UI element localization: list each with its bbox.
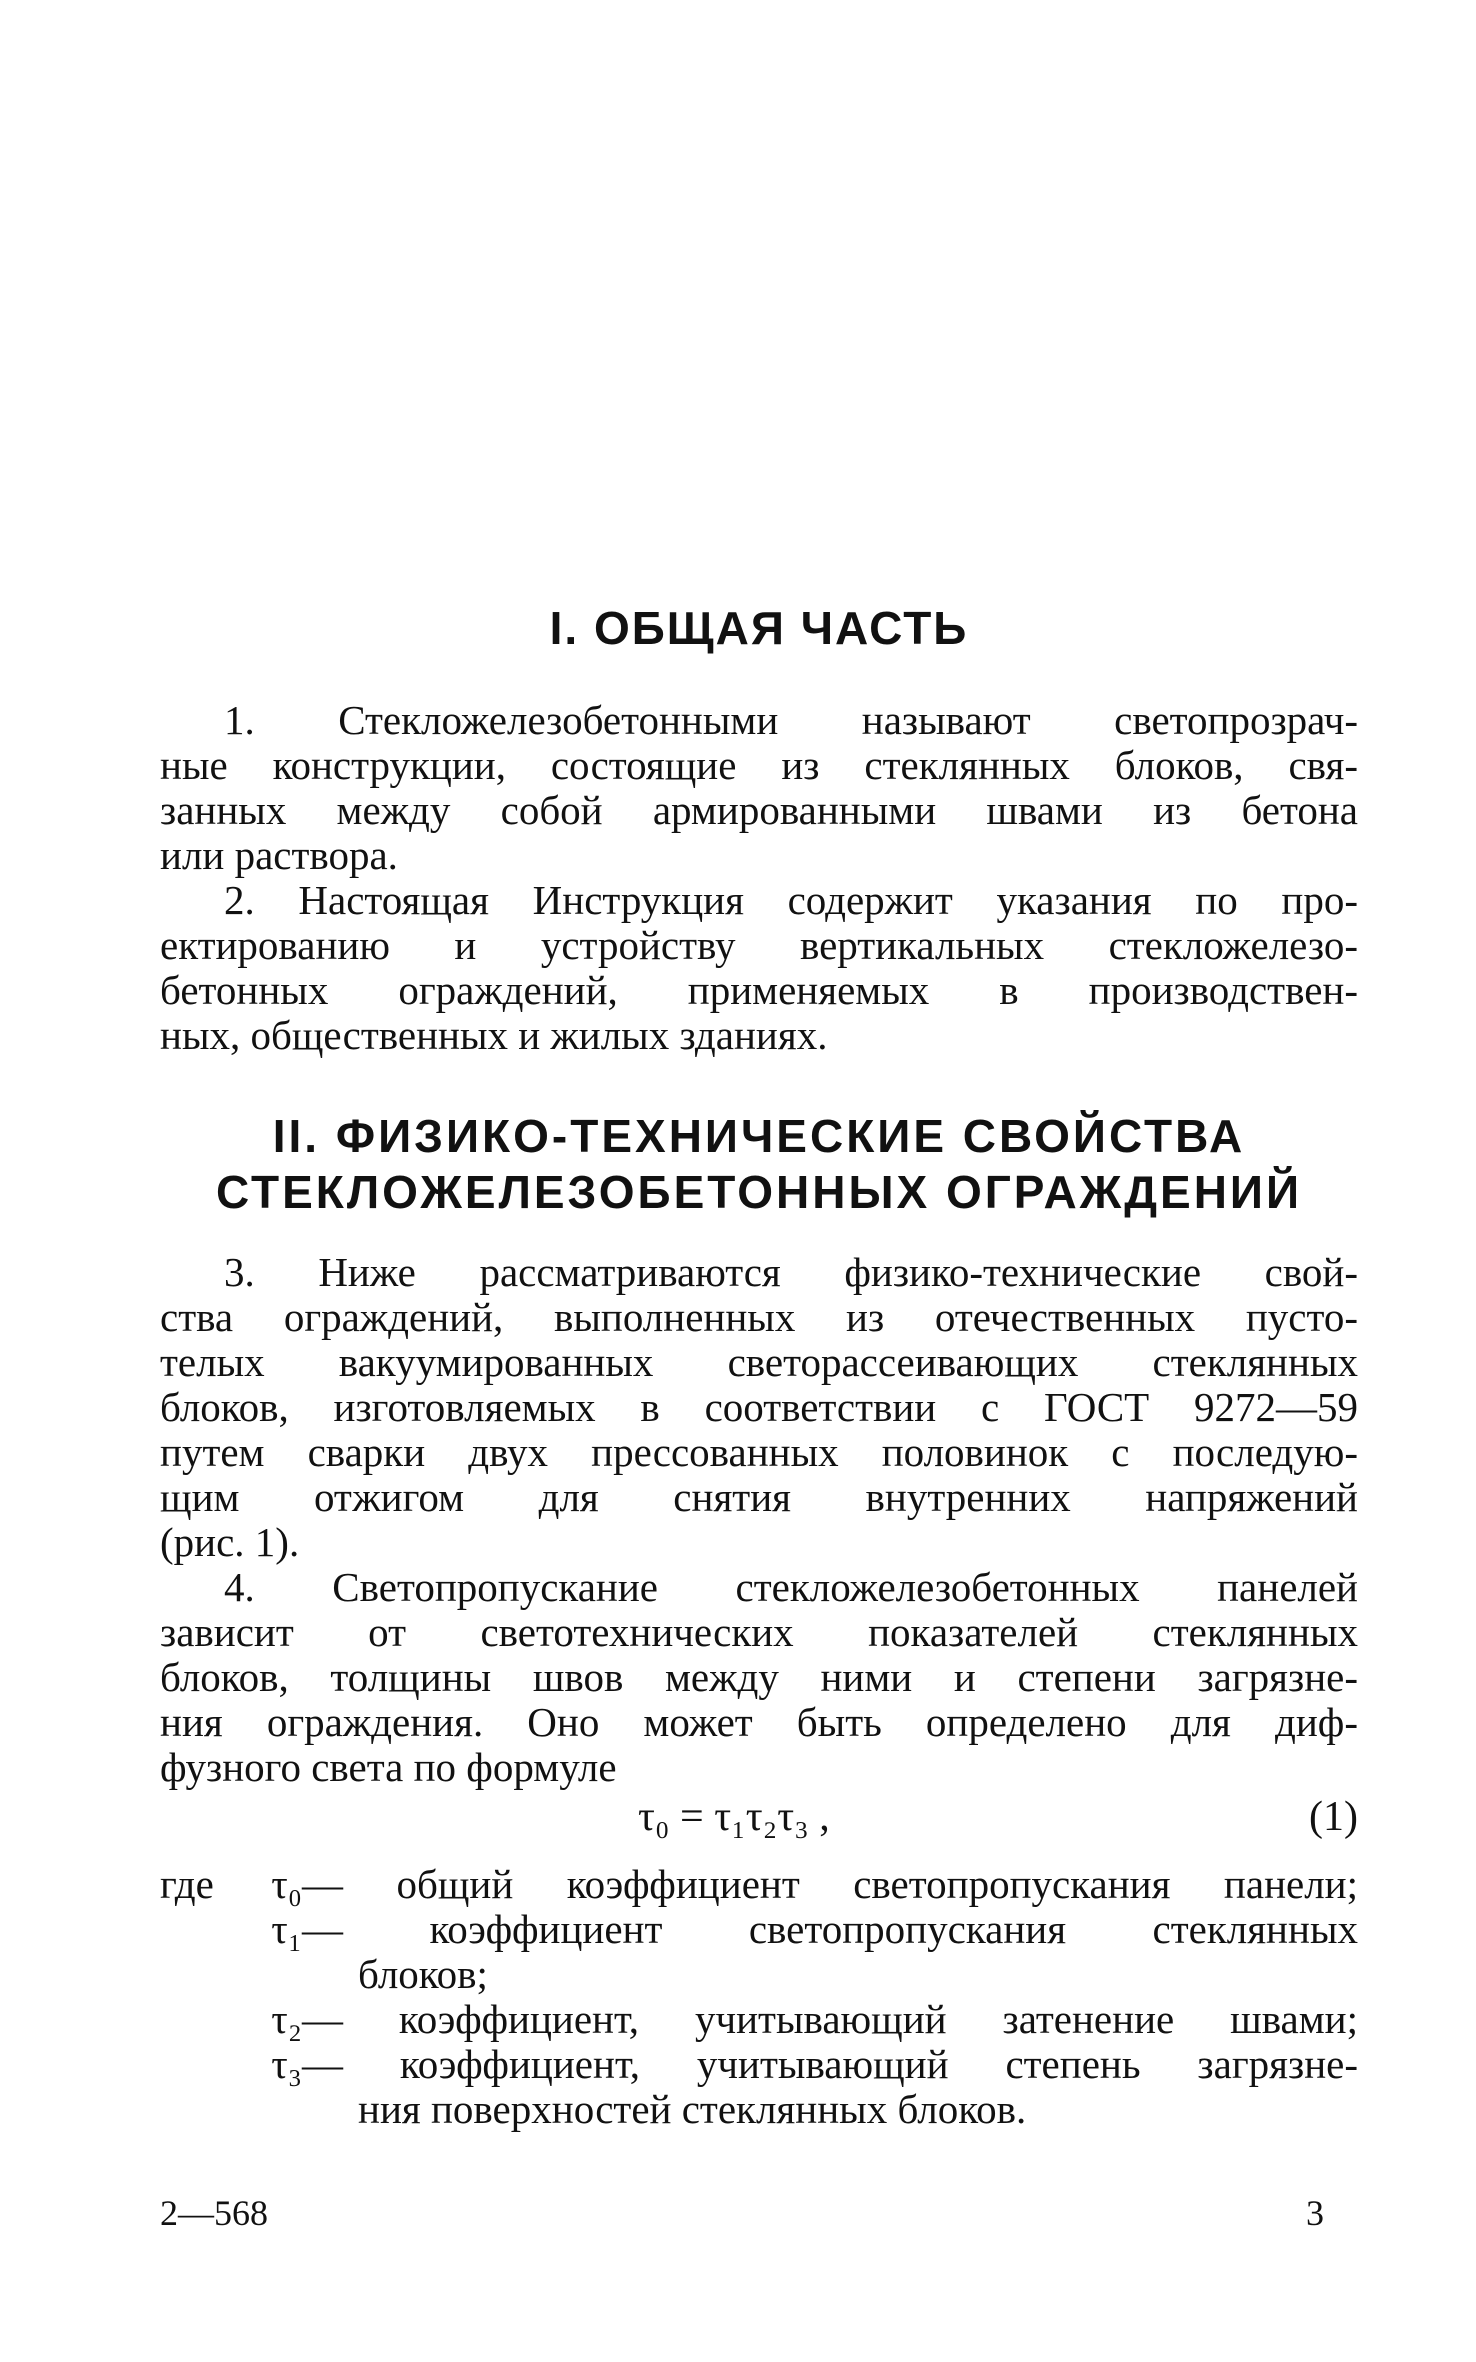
- formula-number: (1): [1309, 1794, 1358, 1840]
- paragraph-4-line: зависит от светотехнических показателей стеклянных: [160, 1609, 1358, 1655]
- section-2-heading: [160, 1108, 1358, 1220]
- definition-text: ния поверхностей стеклянных блоков.: [358, 2086, 1027, 2132]
- formula-definitions: [160, 1862, 1358, 2132]
- section-2-body: [160, 1250, 1358, 1790]
- definition-text: блоков;: [358, 1951, 488, 1997]
- paragraph-1-line: занных между собой армированными швами из бетона: [160, 787, 1358, 833]
- paragraph-3-line: ства ограждений, выполненных из отечественных пусто-: [160, 1294, 1358, 1340]
- paragraph-2-line: бетонных ограждений, применяемых в производствен-: [160, 967, 1358, 1013]
- paragraph-3-line: блоков, изготовляемых в соответствии с ГОСТ 9272—59: [160, 1384, 1358, 1430]
- definition-row: [160, 1997, 1358, 2042]
- definition-text: — коэффициент светопропускания стеклянных: [302, 1906, 1358, 1952]
- section-2-heading-line: СТЕКЛОЖЕЛЕЗОБЕТОННЫХ ОГРАЖДЕНИЙ: [215, 1166, 1303, 1218]
- paragraph-2-line: 2. Настоящая Инструкция содержит указания по про-: [224, 877, 1358, 923]
- paragraph-4: [160, 1565, 1358, 1790]
- where-label: где: [160, 1861, 214, 1907]
- paragraph-3-line: 3. Ниже рассматриваются физико-технические свой-: [224, 1249, 1358, 1295]
- definition-row: [160, 1862, 1358, 1907]
- formula-1: [160, 1792, 1358, 1842]
- definition-text: — общий коэффициент светопропускания панели;: [302, 1861, 1358, 1907]
- section-2-heading-line: II. ФИЗИКО-ТЕХНИЧЕСКИЕ СВОЙСТВА: [272, 1110, 1246, 1162]
- paragraph-4-line: 4. Светопропускание стекложелезобетонных панелей: [224, 1564, 1358, 1610]
- section-1-body: [160, 698, 1358, 1058]
- definition-symbol: τ₀: [271, 1861, 302, 1907]
- paragraph-4-line: фузного света по формуле: [160, 1744, 617, 1790]
- definition-row: [160, 1952, 1358, 1997]
- definition-text: — коэффициент, учитывающий затенение швами;: [302, 1996, 1358, 2042]
- section-1-heading: I. ОБЩАЯ ЧАСТЬ: [549, 602, 969, 654]
- definition-symbol: τ₂: [271, 1996, 302, 2042]
- definition-row: [160, 2042, 1358, 2087]
- paragraph-4-line: ния ограждения. Оно может быть определено для диф-: [160, 1699, 1358, 1745]
- paragraph-1-line: или раствора.: [160, 832, 398, 878]
- paragraph-3-line: щим отжигом для снятия внутренних напряжений: [160, 1474, 1358, 1520]
- paragraph-2-line: ных, общественных и жилых зданиях.: [160, 1012, 828, 1058]
- formula-expression: τ₀ = τ₁τ₂τ₃ ,: [638, 1794, 830, 1840]
- definition-symbol: τ₃: [271, 2041, 302, 2087]
- paragraph-3-line: (рис. 1).: [160, 1519, 300, 1565]
- signature-mark: 2—568: [160, 2193, 268, 2233]
- paragraph-1-line: ные конструкции, состоящие из стеклянных блоков, свя-: [160, 742, 1358, 788]
- paragraph-3: [160, 1250, 1358, 1565]
- paragraph-1: [160, 698, 1358, 878]
- definition-text: — коэффициент, учитывающий степень загрязне-: [302, 2041, 1358, 2087]
- definition-symbol: τ₁: [271, 1906, 302, 1952]
- definition-row: [160, 1907, 1358, 1952]
- paragraph-4-line: блоков, толщины швов между ними и степени загрязне-: [160, 1654, 1358, 1700]
- paragraph-1-line: 1. Стекложелезобетонными называют светопрозрач-: [224, 697, 1358, 743]
- definition-row: [160, 2087, 1358, 2132]
- paragraph-2-line: ектированию и устройству вертикальных стекложелезо-: [160, 922, 1358, 968]
- page-number: 3: [1306, 2193, 1324, 2233]
- paragraph-3-line: телых вакуумированных светорассеивающих стеклянных: [160, 1339, 1358, 1385]
- paragraph-2: [160, 878, 1358, 1058]
- paragraph-3-line: путем сварки двух прессованных половинок с последую-: [160, 1429, 1358, 1475]
